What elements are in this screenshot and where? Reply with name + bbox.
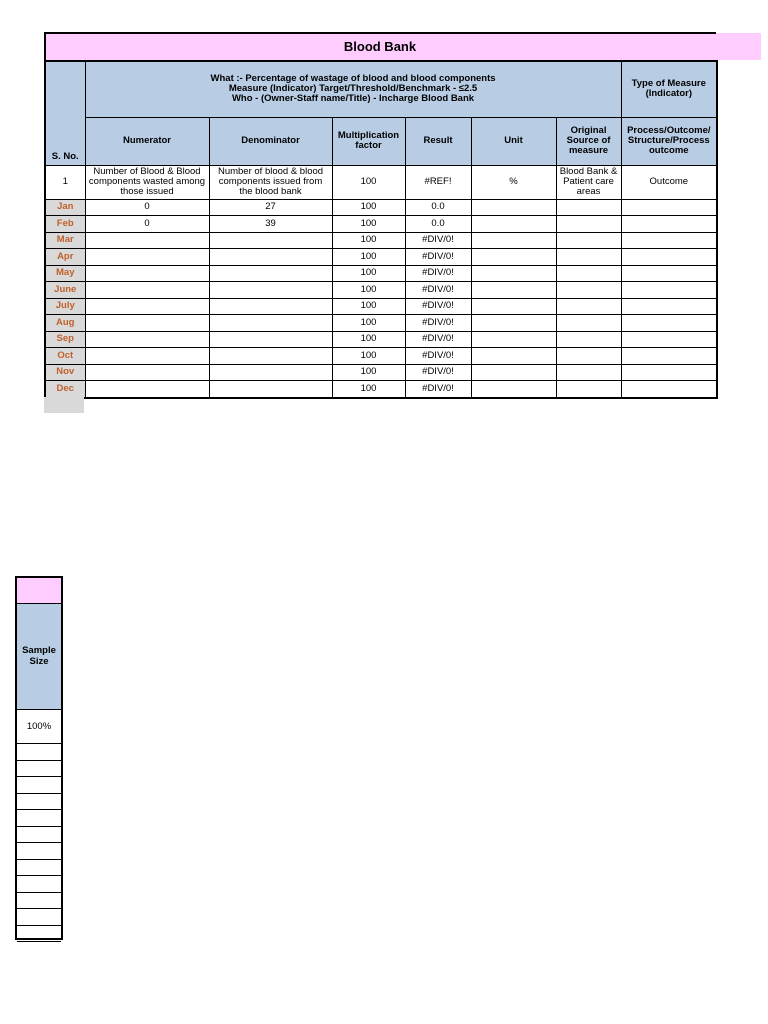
numerator-cell[interactable]: 0 — [85, 216, 209, 233]
month-label: July — [45, 298, 85, 315]
multiplication-cell[interactable]: 100 — [332, 249, 405, 266]
type-cell[interactable] — [621, 331, 717, 348]
denominator-cell[interactable] — [209, 282, 332, 299]
denominator-cell[interactable] — [209, 265, 332, 282]
sample-size-row[interactable] — [17, 926, 61, 943]
source-cell[interactable] — [556, 364, 621, 381]
denominator-header: Denominator — [209, 117, 332, 165]
type-cell[interactable] — [621, 232, 717, 249]
denominator-cell[interactable] — [209, 381, 332, 398]
row-header-stub — [44, 397, 84, 413]
month-row — [45, 199, 717, 216]
multiplication-cell[interactable]: 100 — [332, 232, 405, 249]
denominator-cell[interactable] — [209, 249, 332, 266]
numerator-cell[interactable] — [85, 265, 209, 282]
sample-size-row[interactable] — [17, 893, 61, 910]
source-cell[interactable] — [556, 282, 621, 299]
month-label: June — [45, 282, 85, 299]
source-cell[interactable] — [556, 265, 621, 282]
denominator-cell[interactable] — [209, 331, 332, 348]
sample-size-row[interactable] — [17, 843, 61, 860]
month-label: Dec — [45, 381, 85, 398]
sample-size-row[interactable] — [17, 761, 61, 778]
month-row — [45, 249, 717, 266]
unit-cell[interactable] — [471, 249, 556, 266]
type-cell[interactable] — [621, 298, 717, 315]
month-row — [45, 381, 717, 398]
definition-source[interactable]: Blood Bank & Patient care areas — [556, 165, 621, 199]
month-row — [45, 216, 717, 233]
definition-multiplication[interactable]: 100 — [332, 165, 405, 199]
denominator-cell[interactable]: 39 — [209, 216, 332, 233]
type-cell[interactable] — [621, 364, 717, 381]
type-cell[interactable] — [621, 315, 717, 332]
multiplication-cell[interactable]: 100 — [332, 331, 405, 348]
type-cell[interactable] — [621, 216, 717, 233]
sample-size-header: Sample Size — [17, 604, 61, 710]
unit-cell[interactable] — [471, 232, 556, 249]
denominator-cell[interactable] — [209, 298, 332, 315]
result-cell[interactable]: #DIV/0! — [405, 298, 471, 315]
sample-size-row[interactable] — [17, 860, 61, 877]
sample-size-row[interactable] — [17, 909, 61, 926]
sample-size-row[interactable] — [17, 777, 61, 794]
what-header — [85, 61, 621, 117]
sample-size-row[interactable] — [17, 794, 61, 811]
definition-type[interactable]: Outcome — [621, 165, 717, 199]
numerator-cell[interactable] — [85, 364, 209, 381]
month-label: Jan — [45, 199, 85, 216]
type-cell[interactable] — [621, 199, 717, 216]
type-cell[interactable] — [621, 249, 717, 266]
denominator-cell[interactable] — [209, 364, 332, 381]
denominator-cell[interactable] — [209, 232, 332, 249]
measure-line: Measure (Indicator) Target/Threshold/Benchmark - ≤2.5 — [228, 83, 478, 95]
numerator-cell[interactable] — [85, 348, 209, 365]
month-label: Mar — [45, 232, 85, 249]
type-cell[interactable] — [621, 265, 717, 282]
month-row — [45, 348, 717, 365]
unit-cell[interactable] — [471, 199, 556, 216]
unit-cell[interactable] — [471, 381, 556, 398]
definition-row — [45, 165, 717, 199]
multiplication-cell[interactable]: 100 — [332, 265, 405, 282]
sample-size-value[interactable]: 100% — [17, 710, 61, 744]
result-header: Result — [405, 117, 471, 165]
result-cell[interactable]: #DIV/0! — [405, 331, 471, 348]
definition-result[interactable]: #REF! — [405, 165, 471, 199]
multiplication-cell[interactable]: 100 — [332, 298, 405, 315]
source-cell[interactable] — [556, 298, 621, 315]
month-row — [45, 265, 717, 282]
month-label: Oct — [45, 348, 85, 365]
result-cell[interactable]: 0.0 — [405, 199, 471, 216]
numerator-cell[interactable] — [85, 315, 209, 332]
numerator-cell[interactable] — [85, 298, 209, 315]
month-row — [45, 315, 717, 332]
numerator-cell[interactable] — [85, 282, 209, 299]
unit-cell[interactable] — [471, 364, 556, 381]
multiplication-cell[interactable]: 100 — [332, 348, 405, 365]
month-row — [45, 298, 717, 315]
result-cell[interactable]: #DIV/0! — [405, 265, 471, 282]
unit-cell[interactable] — [471, 216, 556, 233]
multiplication-cell[interactable]: 100 — [332, 199, 405, 216]
sample-size-row[interactable] — [17, 827, 61, 844]
result-cell[interactable]: #DIV/0! — [405, 249, 471, 266]
unit-cell[interactable] — [471, 282, 556, 299]
month-row — [45, 364, 717, 381]
numerator-cell[interactable] — [85, 381, 209, 398]
numerator-cell[interactable] — [85, 331, 209, 348]
unit-cell[interactable] — [471, 298, 556, 315]
numerator-cell[interactable]: 0 — [85, 199, 209, 216]
denominator-cell[interactable] — [209, 315, 332, 332]
source-cell[interactable] — [556, 331, 621, 348]
sample-size-row[interactable] — [17, 876, 61, 893]
source-header: Original Source of measure — [556, 117, 621, 165]
definition-sno[interactable]: 1 — [45, 165, 85, 199]
result-cell[interactable]: #DIV/0! — [405, 348, 471, 365]
numerator-cell[interactable] — [85, 249, 209, 266]
type-cell[interactable] — [621, 282, 717, 299]
process-header: Process/Outcome/ Structure/Process outcome — [621, 117, 717, 165]
unit-header: Unit — [471, 117, 556, 165]
type-cell[interactable] — [621, 348, 717, 365]
source-cell[interactable] — [556, 315, 621, 332]
month-row — [45, 282, 717, 299]
month-label: Aug — [45, 315, 85, 332]
month-label: May — [45, 265, 85, 282]
sample-size-row[interactable] — [17, 744, 61, 761]
unit-cell[interactable] — [471, 315, 556, 332]
source-cell[interactable] — [556, 232, 621, 249]
type-cell[interactable] — [621, 381, 717, 398]
what-line: What :- Percentage of wastage of blood and blood components — [210, 73, 496, 85]
numerator-cell[interactable] — [85, 232, 209, 249]
sno-header: S. No. — [45, 61, 85, 165]
definition-numerator[interactable]: Number of Blood & Blood components wasted among those issued — [85, 165, 209, 199]
month-label: Feb — [45, 216, 85, 233]
unit-cell[interactable] — [471, 331, 556, 348]
numerator-header: Numerator — [85, 117, 209, 165]
multiplication-cell[interactable]: 100 — [332, 315, 405, 332]
month-row — [45, 232, 717, 249]
sample-size-title-cell — [17, 578, 61, 604]
source-cell[interactable] — [556, 216, 621, 233]
denominator-cell[interactable]: 27 — [209, 199, 332, 216]
unit-cell[interactable] — [471, 265, 556, 282]
result-cell[interactable]: 0.0 — [405, 216, 471, 233]
type-of-measure-header: Type of Measure (Indicator) — [621, 61, 717, 117]
month-row — [45, 331, 717, 348]
sample-size-row[interactable] — [17, 810, 61, 827]
source-cell[interactable] — [556, 348, 621, 365]
definition-denominator[interactable]: Number of blood & blood components issued from the blood bank — [209, 165, 332, 199]
multiplication-cell[interactable]: 100 — [332, 216, 405, 233]
source-cell[interactable] — [556, 199, 621, 216]
multiplication-cell[interactable]: 100 — [332, 364, 405, 381]
month-label: Nov — [45, 364, 85, 381]
who-line: Who - (Owner-Staff name/Title) - Incharge Blood Bank — [231, 93, 475, 105]
multiplication-header: Multiplication factor — [332, 117, 405, 165]
multiplication-cell[interactable]: 100 — [332, 381, 405, 398]
sample-size-column — [15, 576, 63, 940]
result-cell[interactable]: #DIV/0! — [405, 282, 471, 299]
month-rows — [45, 199, 717, 398]
unit-cell[interactable] — [471, 348, 556, 365]
source-cell[interactable] — [556, 381, 621, 398]
result-cell[interactable]: #DIV/0! — [405, 364, 471, 381]
result-cell[interactable]: #DIV/0! — [405, 315, 471, 332]
indicator-table — [44, 60, 718, 399]
multiplication-cell[interactable]: 100 — [332, 282, 405, 299]
definition-unit[interactable]: % — [471, 165, 556, 199]
month-label: Apr — [45, 249, 85, 266]
result-cell[interactable]: #DIV/0! — [405, 232, 471, 249]
source-cell[interactable] — [556, 249, 621, 266]
month-label: Sep — [45, 331, 85, 348]
sheet-title: Blood Bank — [343, 39, 417, 54]
result-cell[interactable]: #DIV/0! — [405, 381, 471, 398]
denominator-cell[interactable] — [209, 348, 332, 365]
